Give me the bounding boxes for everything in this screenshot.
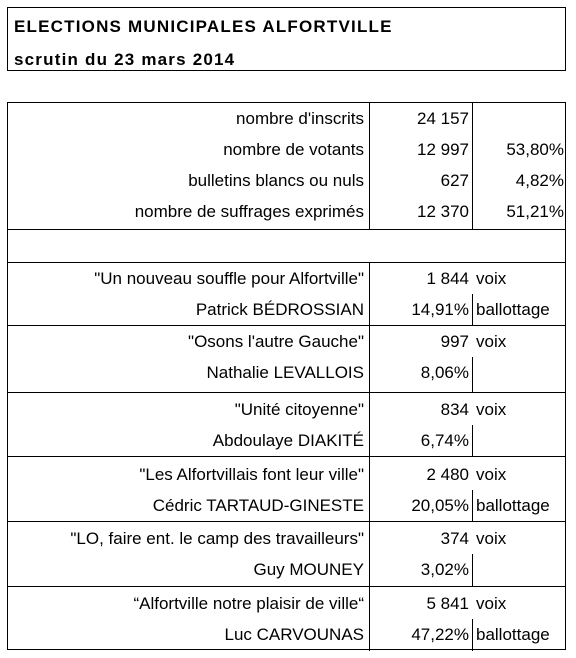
title-box: [7, 7, 566, 71]
candidate-pct: 20,05%: [411, 496, 469, 515]
candidate-pct: 47,22%: [411, 625, 469, 644]
column-divider: [472, 619, 473, 651]
candidate-name: Cédric TARTAUD-GINESTE: [152, 496, 364, 515]
column-divider: [472, 294, 473, 326]
candidate-name: Abdoulaye DIAKITÉ: [212, 431, 364, 450]
page-title: ELECTIONS MUNICIPALES ALFORTVILLE: [14, 17, 393, 36]
list-name-row: [8, 263, 565, 294]
table-row: [8, 103, 565, 134]
stat-pct: 51,21%: [506, 202, 564, 221]
list-name: "Osons l'autre Gauche": [188, 332, 364, 351]
column-divider: [369, 103, 370, 229]
candidate-status: [472, 554, 567, 585]
row-divider: [8, 229, 565, 230]
row-divider: [8, 586, 565, 587]
list-votes: 5 841: [426, 594, 469, 613]
list-unit: voix: [476, 465, 507, 484]
list-unit: voix: [476, 332, 507, 351]
row-divider: [8, 521, 565, 522]
stat-label: nombre de suffrages exprimés: [134, 202, 364, 221]
list-votes: 1 844: [426, 269, 469, 288]
list-unit: voix: [476, 529, 507, 548]
table-row: [8, 134, 565, 165]
candidate-status: [472, 425, 567, 456]
stat-pct: 53,80%: [506, 140, 564, 159]
column-divider: [472, 490, 473, 521]
list-unit: voix: [476, 400, 507, 419]
candidate-pct: 6,74%: [420, 431, 469, 450]
list-unit: voix: [476, 594, 507, 613]
list-votes: 997: [440, 332, 469, 351]
row-divider: [8, 392, 565, 393]
list-name: “Alfortville notre plaisir de ville“: [133, 594, 364, 613]
candidate-row: [8, 619, 565, 650]
list-name-row: [8, 459, 565, 490]
candidate-name: Luc CARVOUNAS: [224, 625, 364, 644]
candidate-status: ballottage: [476, 300, 550, 319]
stat-label: bulletins blancs ou nuls: [188, 171, 364, 190]
stat-label: nombre de votants: [223, 140, 364, 159]
stat-value: 12 997: [417, 140, 469, 159]
row-divider: [8, 325, 565, 326]
page-subtitle: scrutin du 23 mars 2014: [14, 50, 236, 69]
table-row: [8, 165, 565, 196]
row-divider: [8, 456, 565, 457]
candidate-pct: 3,02%: [420, 560, 469, 579]
candidate-status: ballottage: [476, 625, 550, 644]
list-unit: voix: [476, 269, 507, 288]
candidate-row: [8, 425, 565, 456]
candidate-name: Patrick BÉDROSSIAN: [195, 300, 364, 319]
column-divider: [472, 103, 473, 229]
list-name: "Un nouveau souffle pour Alfortville": [94, 269, 364, 288]
column-divider: [369, 262, 370, 651]
candidate-row: [8, 294, 565, 325]
candidate-row: [8, 357, 565, 388]
column-divider: [472, 425, 473, 456]
list-votes: 374: [440, 529, 469, 548]
list-name: "Les Alfortvillais font leur ville": [139, 465, 364, 484]
stat-pct: 4,82%: [515, 171, 564, 190]
stat-value: 12 370: [417, 202, 469, 221]
list-name-row: [8, 523, 565, 554]
stat-value: 24 157: [417, 109, 469, 128]
table-row: [8, 196, 565, 227]
stat-pct: [472, 103, 567, 134]
list-name-row: [8, 394, 565, 425]
row-divider: [8, 262, 565, 263]
stat-label: nombre d'inscrits: [236, 109, 364, 128]
stat-value: 627: [440, 171, 469, 190]
list-name: "LO, faire ent. le camp des travailleurs": [70, 529, 364, 548]
candidate-status: ballottage: [476, 496, 550, 515]
column-divider: [472, 554, 473, 586]
candidate-row: [8, 490, 565, 521]
list-name-row: [8, 588, 565, 619]
list-name: "Unité citoyenne": [234, 400, 364, 419]
candidate-pct: 8,06%: [420, 363, 469, 382]
column-divider: [472, 357, 473, 392]
list-votes: 834: [440, 400, 469, 419]
results-table: [7, 102, 566, 650]
candidate-name: Nathalie LEVALLOIS: [206, 363, 364, 382]
list-name-row: [8, 326, 565, 357]
candidate-name: Guy MOUNEY: [253, 560, 364, 579]
candidate-row: [8, 554, 565, 585]
candidate-status: [472, 357, 567, 388]
list-votes: 2 480: [426, 465, 469, 484]
candidate-pct: 14,91%: [411, 300, 469, 319]
